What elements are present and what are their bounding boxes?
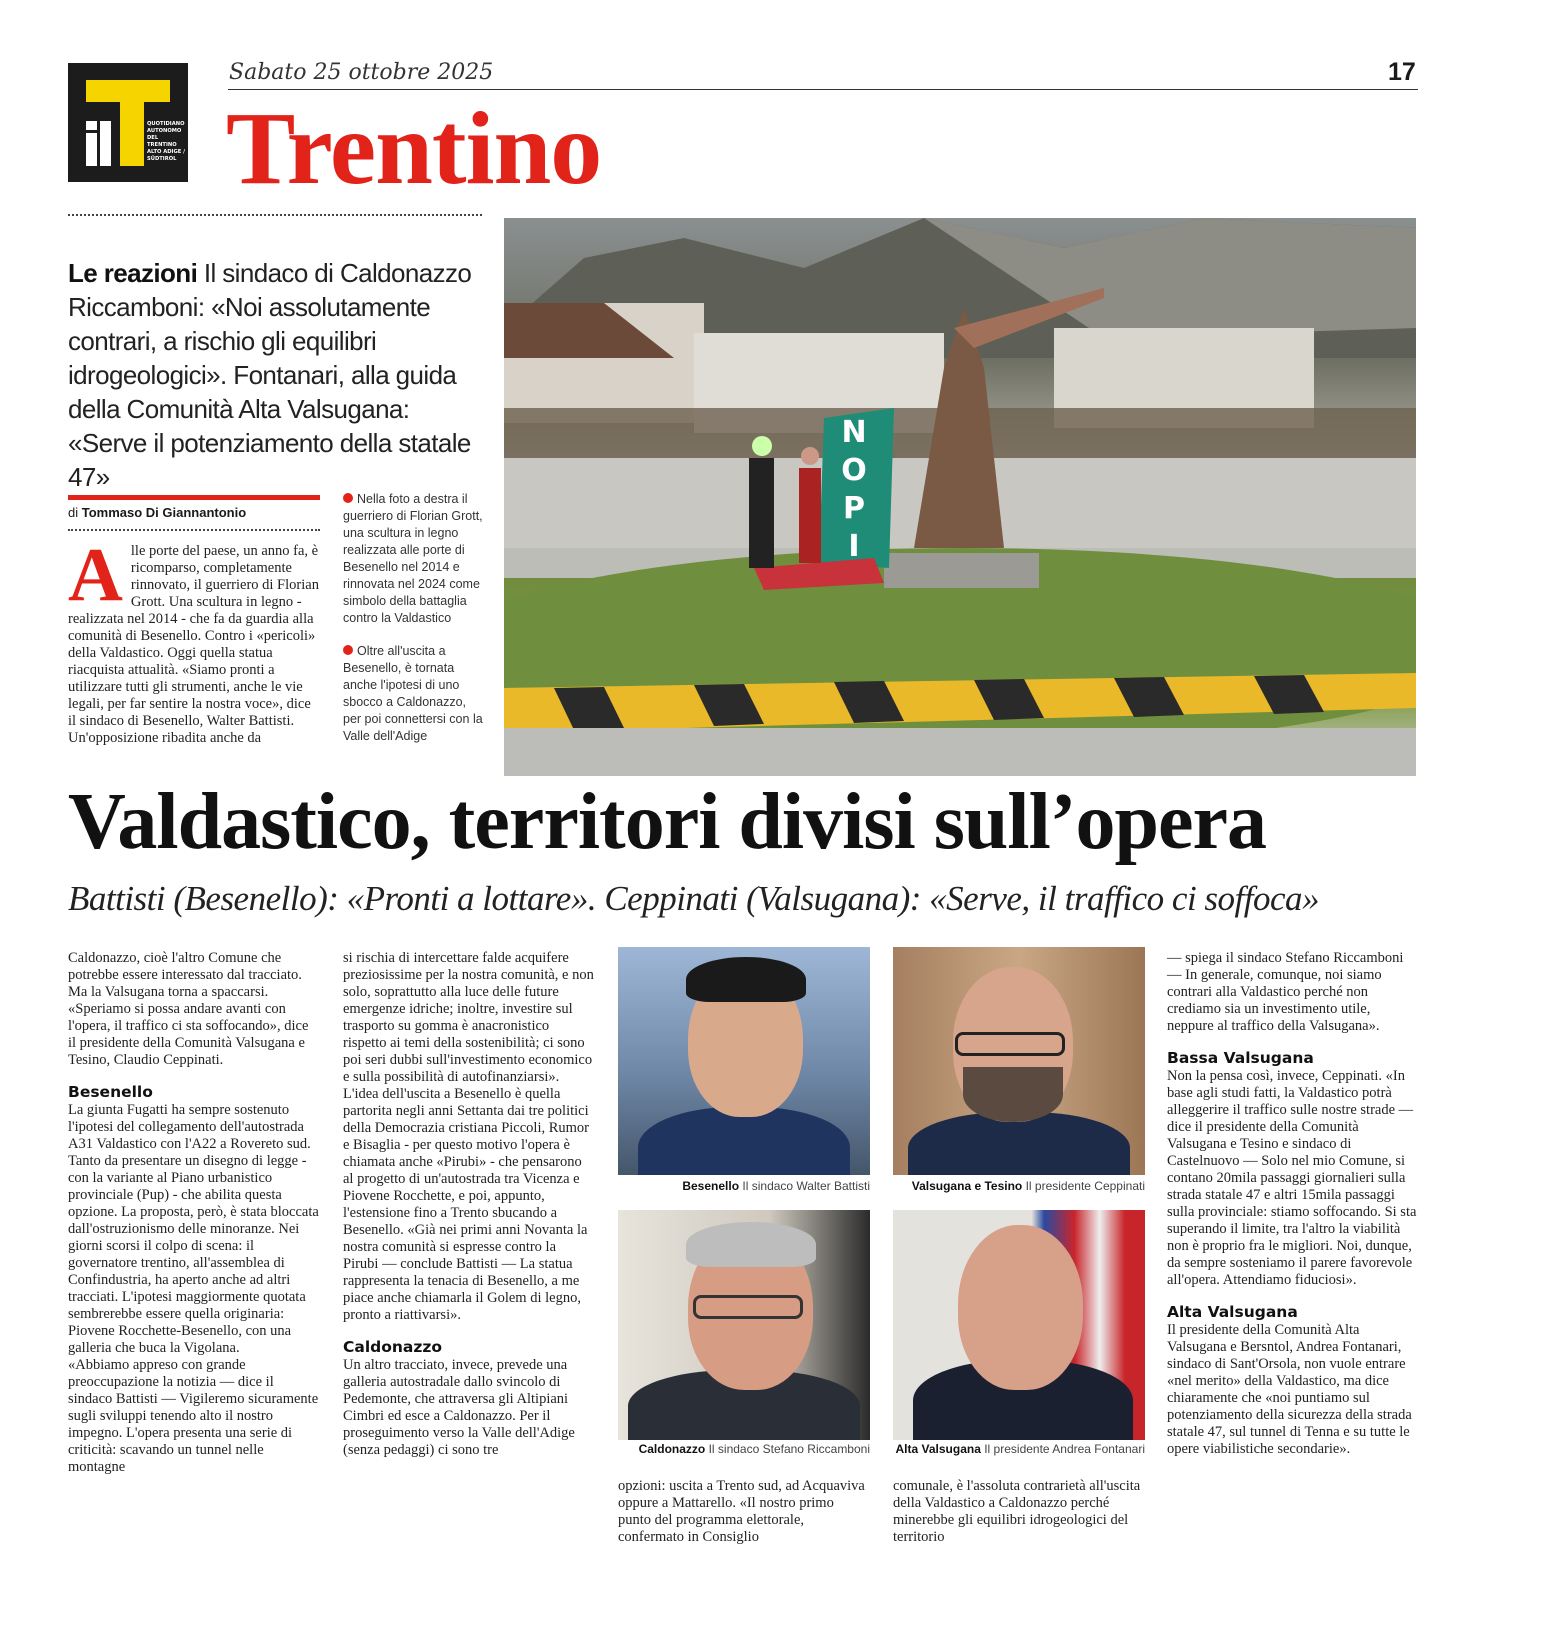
caption-place: Besenello (682, 1179, 740, 1193)
newspaper-logo (68, 63, 188, 182)
subheadline: Battisti (Besenello): «Pronti a lottare». Ceppinati (Valsugana): «Serve, il traffico ci soffoca» (68, 879, 1320, 918)
byline (68, 505, 246, 520)
divider (68, 529, 320, 531)
article-column-2 (343, 950, 595, 1459)
portrait-battisti (618, 947, 870, 1193)
subheading-caldonazzo: Caldonazzo (343, 1338, 443, 1356)
bullet-icon (343, 493, 353, 503)
caption-place: Alta Valsugana (895, 1442, 981, 1456)
article-column-5 (1167, 950, 1419, 1458)
main-photo-warrior-sculpture (504, 218, 1416, 776)
section-title: Trentino (226, 91, 602, 206)
paragraph: L'idea dell'uscita a Besenello è quella partorita negli anni Settanta dai tre politici della Democrazia cristiana Piccoli, Rumor e Bisaglia - per questo motivo l'opera è chiamata anche «Pirubi» - che pensarono al progetto di un'autostrada tra Vicenza e Piovene Rocchette, e poi, appunto, l'estensione fino a Trento sbucando a Besenello. «Già nei primi anni Novanta la nostra comunità si espresse contro la Pirubi — conclude Battisti — La statua rappresenta la tenacia di Besenello, a me piace anche chiamarla il Golem di legno, pronto a riattivarsi». (343, 1086, 590, 1323)
lead-text: lle porte del paese, un anno fa, è ricomparso, completamente rinnovato, il guerriero di Florian Grott. Una scultura in legno - realizzata nel 2014 - che fa da guardia alla comunità di Besenello. Contro i «pericoli» della Valdastico. Oggi quella statua riacquista attualità. «Siamo pronti a utilizzare tutti gli strumenti, anche le vie legali, per far sentire la nostra voce», dice il sindaco di Besenello, Walter Battisti. Un'opposizione ribadita anche da (68, 543, 319, 746)
portrait-caption (618, 1442, 870, 1456)
portrait-caption (618, 1179, 870, 1193)
caption-item (343, 643, 483, 745)
subheading-alta-valsugana: Alta Valsugana (1167, 1303, 1298, 1321)
photo-portrait (618, 1210, 870, 1440)
subheading-bassa-valsugana: Bassa Valsugana (1167, 1049, 1314, 1067)
portrait-caption (893, 1179, 1145, 1193)
paragraph: Non la pensa così, invece, Ceppinati. «In base agli studi fatti, la Valdastico potrà alleggerire il traffico sulle nostre strade — dice il presidente della Comunità Valsugana e Tesino e sindaco di Castelnuovo — Solo nel mio Comune, si contano 20mila passaggi giornalieri sulla strada statale 47 e altri 15mila passaggi sulla provinciale: stiamo soffocando. Si sta superando il limite, tra l'altro la viabilità non è proprio fra le migliori. Noi, dunque, da sempre sosteniamo il parere favorevole all'opera. Attendiamo fiduciosi». (1167, 1068, 1417, 1288)
caption-text: Il sindaco Stefano Riccamboni (708, 1442, 870, 1456)
caption-text: Nella foto a destra il guerriero di Florian Grott, una scultura in legno realizzata alle porte di Besenello nel 2014 e rinnovata nel 2024 come simbolo della battaglia contro la Valdastico (343, 492, 483, 625)
paragraph: — spiega il sindaco Stefano Riccamboni — In generale, comunque, noi siamo contrari alla Valdastico perché non crediamo sia un investimento utile, neppure al traffico della Valsugana». (1167, 950, 1404, 1034)
logo-tagline: QUOTIDIANO AUTONOMO DEL TRENTINO ALTO ADIGE / SÜDTIROL (147, 121, 185, 162)
caption-text: Oltre all'uscita a Besenello, è tornata anche l'ipotesi di uno sbocco a Caldonazzo, per poi connettersi con la Valle dell'Adige (343, 644, 483, 743)
portrait-riccamboni (618, 1210, 870, 1456)
dropcap: A (68, 533, 123, 617)
byline-prefix: di (68, 505, 79, 520)
paragraph: comunale, è l'assoluta contrarietà all'uscita della Valdastico a Caldonazzo perché minerebbe gli equilibri idrogeologici del territorio (893, 1478, 1141, 1545)
bullet-icon (343, 645, 353, 655)
intro-summary (68, 256, 488, 494)
photo-portrait (618, 947, 870, 1175)
intro-text: Il sindaco di Caldonazzo Riccamboni: «Noi assolutamente contrari, a rischio gli equilibri idrogeologici». Fontanari, alla guida della Comunità Alta Valsugana: «Serve il potenziamento della statale 47» (68, 258, 472, 492)
caption-text: Il presidente Andrea Fontanari (984, 1442, 1145, 1456)
portrait-ceppinati (893, 947, 1145, 1193)
lead-paragraph (68, 533, 320, 747)
divider (68, 214, 482, 216)
portrait-caption (893, 1442, 1145, 1456)
paragraph: «Abbiamo appreso con grande preoccupazione la notizia — dice il sindaco Battisti — Vigileremo sicuramente sugli sviluppi tenendo alto il nostro impegno. L'opera presenta una serie di criticità: scavando un tunnel nelle montagne (68, 1357, 319, 1475)
photo-portrait (893, 947, 1145, 1175)
paragraph: Un altro tracciato, invece, prevede una galleria autostradale dallo svincolo di Pedemonte, che attraversa gli Altipiani Cimbri ed esce a Caldonazzo. Per il proseguimento verso la Valle dell'Adige (senza pedaggi) ci sono tre (343, 1357, 575, 1458)
protest-banner-text: NO PI (841, 415, 867, 564)
portrait-fontanari (893, 1210, 1145, 1456)
caption-item (343, 491, 483, 627)
paragraph: opzioni: uscita a Trento sud, ad Acquaviva oppure a Mattarello. «Il nostro primo punto del programma elettorale, confermato in Consiglio (618, 1478, 865, 1545)
article-column-3 (618, 1478, 870, 1546)
article-column-1 (68, 950, 320, 1476)
byline-author: Tommaso Di Giannantonio (81, 505, 247, 520)
paragraph: Il presidente della Comunità Alta Valsugana e Bersntol, Andrea Fontanari, sindaco di Sant'Orsola, non vuole entrare «nel merito» della Valdastico, ma dice chiaramente che «noi puntiamo sul potenziamento della sicurezza della strada statale 47, sul tunnel di Tenna e su tutte le opere viabilistiche secondarie». (1167, 1322, 1412, 1457)
paragraph: si rischia di intercettare falde acquifere preziosissime per la nostra comunità, e non solo, soprattutto alla luce delle future emergenze idriche; inoltre, investire sul trasporto su gomma è anacronistico rispetto ai temi della sostenibilità; ci sono poi seri dubbi sull'investimento economico e sulla possibilità di autofinanziarsi». (343, 950, 594, 1085)
headline: Valdastico, territori divisi sull’opera (68, 778, 1266, 866)
photo-illustration (504, 218, 1416, 776)
caption-place: Valsugana e Tesino (911, 1179, 1023, 1193)
paragraph: Caldonazzo, cioè l'altro Comune che potrebbe essere interessato dal tracciato. Ma la Valsugana torna a spaccarsi. «Speriamo si possa andare avanti con l'opera, il traffico ci sta soffocando», dice il presidente della Comunità Valsugana e Tesino, Claudio Ceppinati. (68, 950, 309, 1068)
paragraph: La giunta Fugatti ha sempre sostenuto l'ipotesi del collegamento dell'autostrada A31 Valdastico con l'A22 a Rovereto sud. Tanto da presentare un disegno di legge - con la variante al Piano urbanistico provinciale (Pup) - che abilita questa opzione. La proposta, però, è stata bloccata dall'ostruzionismo delle minoranze. Nei giorni scorsi il colpo di scena: il governatore trentino, all'assemblea di Confindustria, ha aperto anche ad altri tracciati. L'ipotesi maggiormente quotata sembrerebbe essere quella originaria: Piovene Rocchette-Besenello, con una galleria che buca la Vigolana. (68, 1102, 319, 1356)
header-rule (228, 89, 1418, 90)
subheading-besenello: Besenello (68, 1083, 153, 1101)
issue-date: Sabato 25 ottobre 2025 (229, 60, 494, 85)
intro-kicker: Le reazioni (68, 258, 198, 288)
caption-text: Il presidente Ceppinati (1025, 1179, 1145, 1193)
caption-text: Il sindaco Walter Battisti (742, 1179, 870, 1193)
caption-place: Caldonazzo (638, 1442, 706, 1456)
photo-portrait (893, 1210, 1145, 1440)
page-number: 17 (1388, 58, 1416, 86)
article-column-4 (893, 1478, 1145, 1546)
photo-captions (343, 491, 483, 761)
byline-rule (68, 495, 320, 500)
